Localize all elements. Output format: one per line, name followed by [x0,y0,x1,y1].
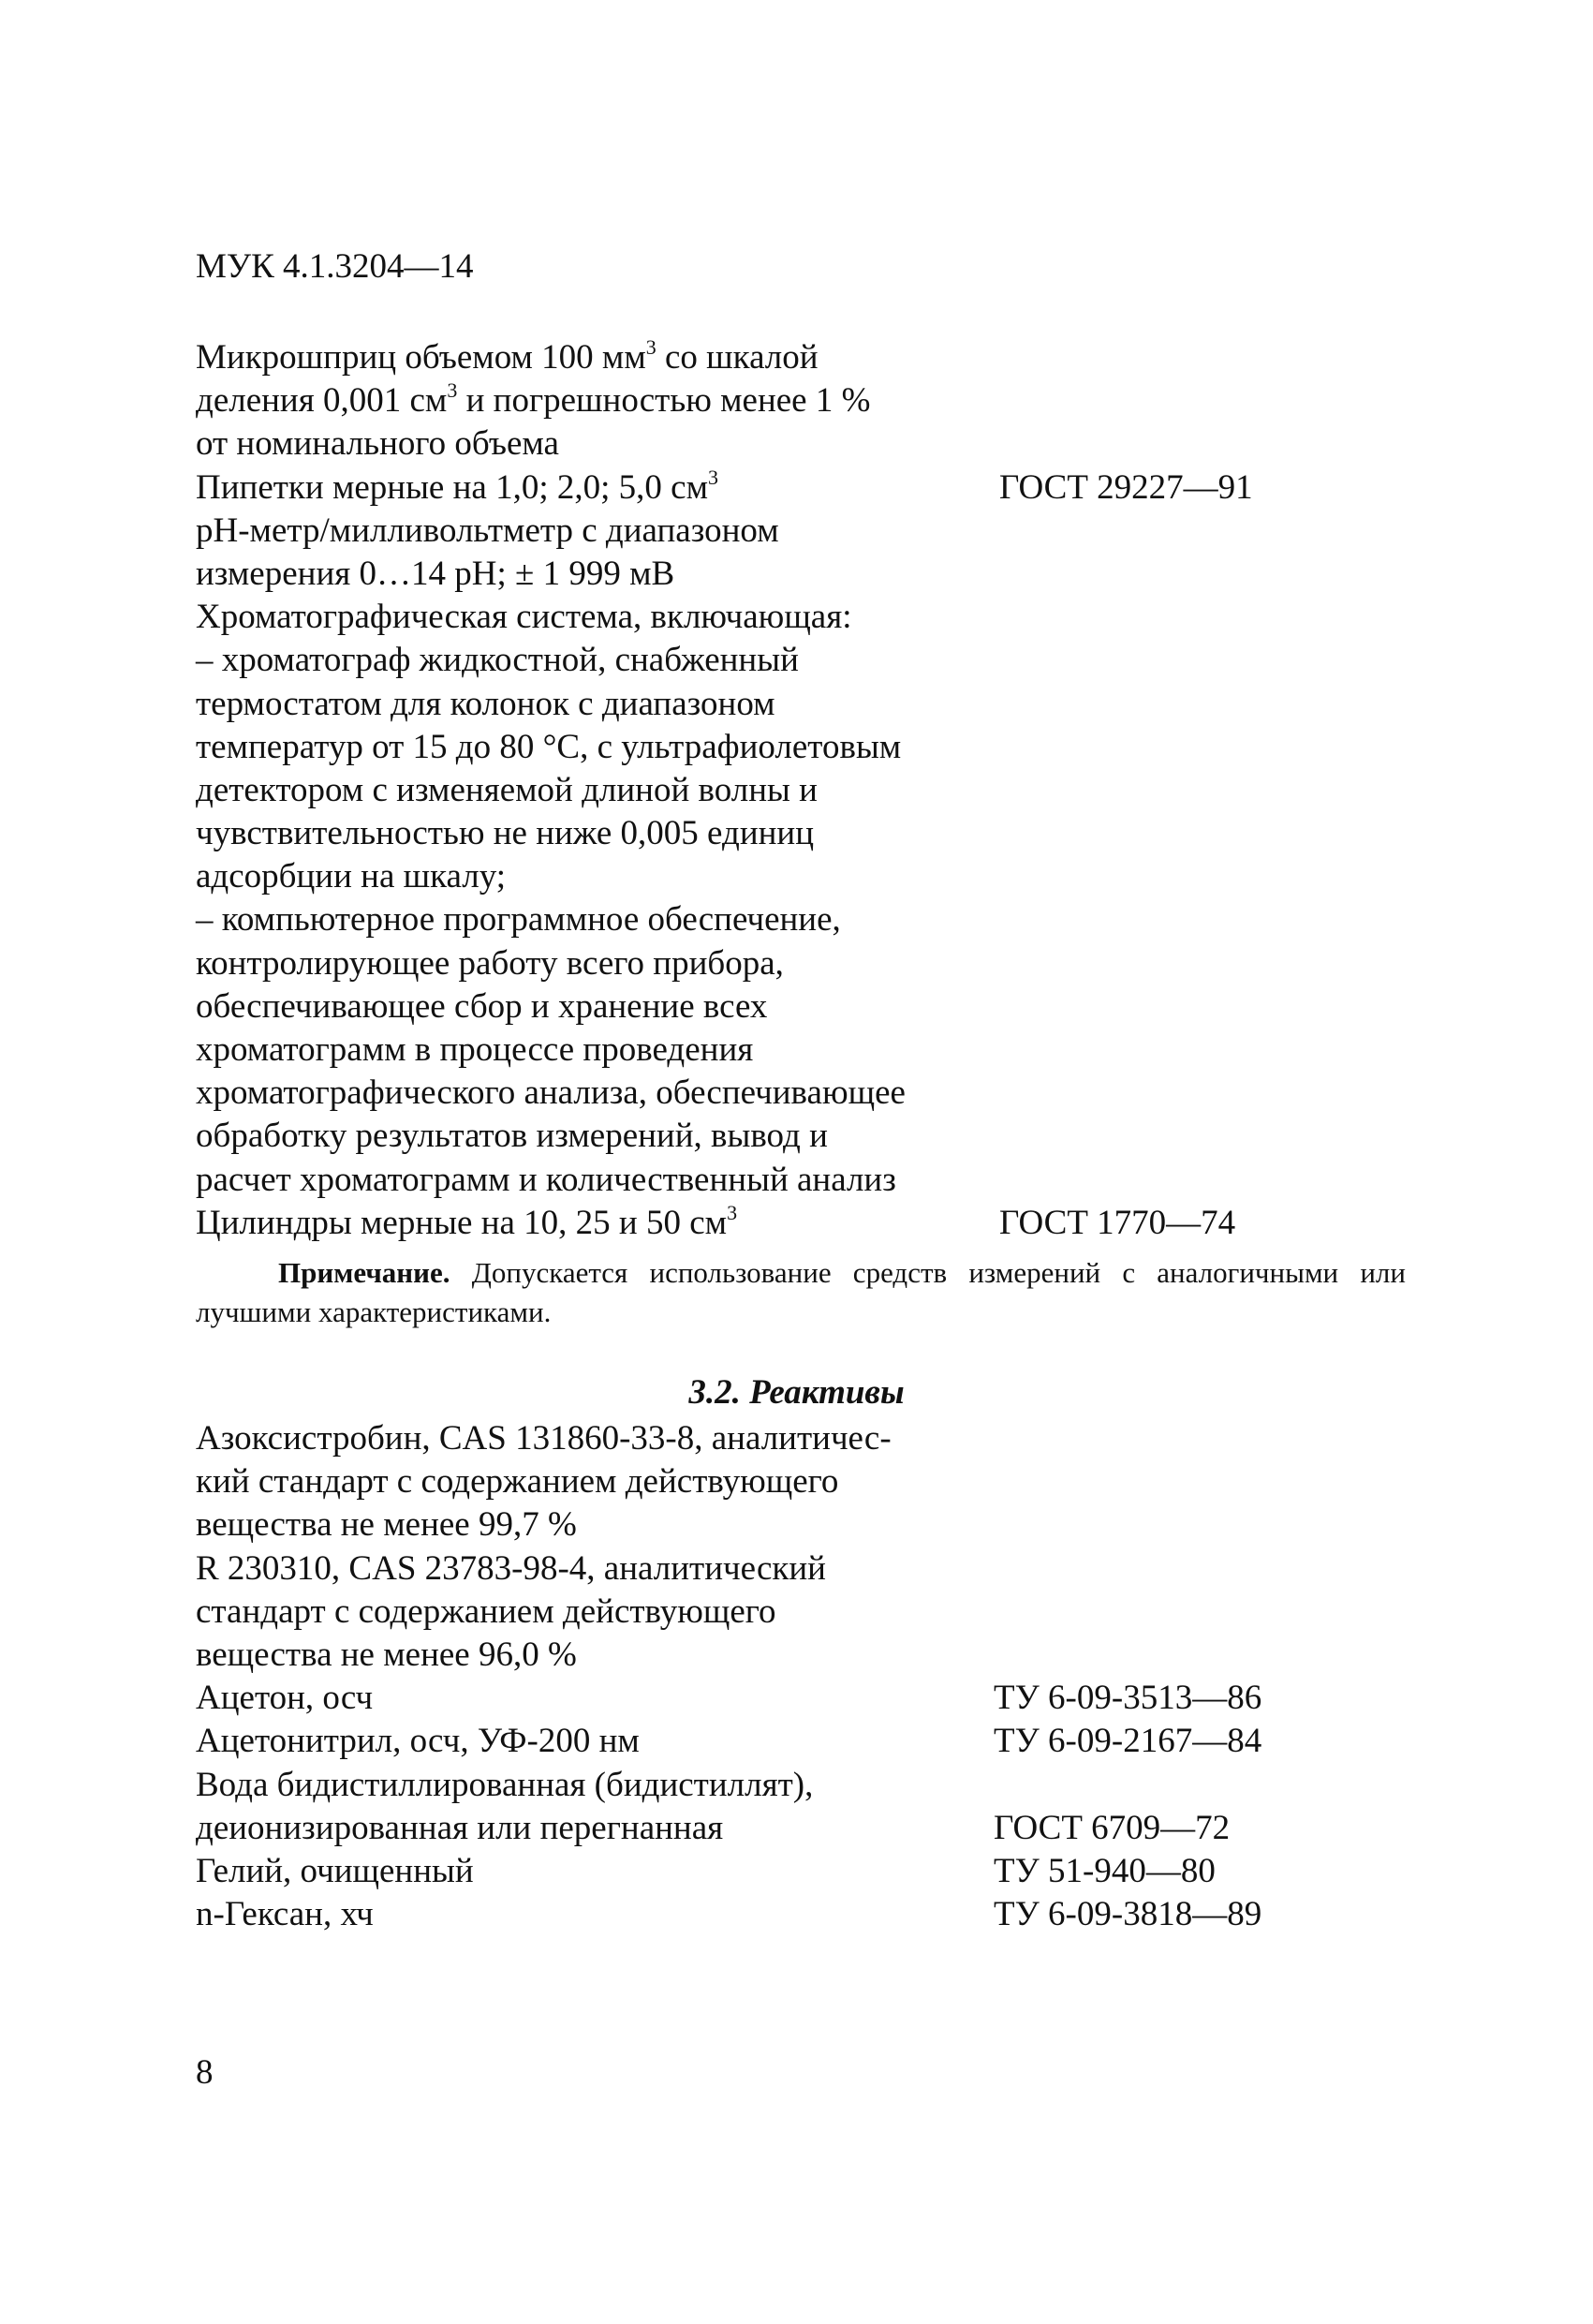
equipment-item-standard-ref: ГОСТ 1770—74 [999,1203,1236,1242]
equipment-item-main: от номинального объема [196,424,559,464]
equipment-item-standard-ref: ГОСТ 29227—91 [999,467,1253,507]
reagents-row [196,1893,1413,1936]
equipment-item-text [196,510,779,553]
equipment-item-text [196,466,718,510]
reagents-item-standard-ref: ГОСТ 6709—72 [994,1808,1231,1847]
reagents-item-main: n-Гексан, хч [196,1895,374,1934]
equipment-item-text [196,596,852,639]
equipment-item-main: адсорбции на шкалу; [196,857,507,896]
equipment-row [196,769,1413,812]
equipment-row [196,726,1413,769]
equipment-item-main: pH-метр/милливольтметр с диапазоном [196,511,779,550]
equipment-item-text [196,553,674,596]
equipment-row [196,1115,1413,1158]
equipment-row [196,422,1413,466]
equipment-item-main: чувствительностью не ниже 0,005 единиц [196,814,815,853]
equipment-item-continuation: со шкалой [656,338,819,377]
equipment-row [196,1029,1413,1072]
reagents-row [196,1503,1413,1547]
equipment-item-text [196,639,799,682]
reagents-item-text [196,1591,776,1634]
reagents-item-main: стандарт с содержанием действующего [196,1591,776,1631]
equipment-item-main: Цилиндры мерные на 10, 25 и 50 см [196,1203,728,1242]
equipment-item-main: – хроматограф жидкостной, снабженный [196,641,799,680]
equipment-row [196,1202,1413,1245]
reagents-item-text [196,1417,892,1460]
reagents-item-text [196,1677,373,1720]
reagents-item-main: Вода бидистиллированная (бидистиллят), [196,1765,814,1804]
reagents-row [196,1850,1413,1893]
equipment-row [196,942,1413,985]
equipment-item-main: Микрошприц объемом 100 мм [196,338,646,377]
reagents-item-main: Ацетонитрил, осч, УФ-200 нм [196,1722,640,1761]
reagents-item-text [196,1893,374,1936]
reagents-item-main: Гелий, очищенный [196,1851,474,1890]
reagents-list [196,1417,1413,1936]
reagents-item-text [196,1634,577,1677]
equipment-item-main: Хроматографическая система, включающая: [196,598,852,637]
equipment-item-superscript: 3 [447,378,458,403]
note-label: Примечание. [278,1256,450,1289]
reagents-row [196,1591,1413,1634]
equipment-item-text [196,726,901,769]
equipment-row [196,379,1413,422]
equipment-item-text [196,336,819,379]
reagents-item-text [196,1850,474,1893]
equipment-item-main: термостатом для колонок с диапазоном [196,684,775,723]
reagents-row [196,1807,1413,1850]
equipment-item-text [196,422,559,466]
equipment-row [196,855,1413,898]
equipment-item-text [196,1202,737,1245]
reagents-item-standard-ref: ТУ 51-940—80 [994,1851,1216,1890]
equipment-item-text [196,855,506,898]
reagents-item-main: деионизированная или перегнанная [196,1808,724,1847]
reagents-item-standard-ref: ТУ 6-09-3818—89 [994,1895,1262,1934]
note-text: Допускается использование средств измерений с аналогичными или лучшими характеристиками. [196,1256,1406,1328]
reagents-item-standard-ref: ТУ 6-09-2167—84 [994,1722,1262,1761]
equipment-item-main: температур от 15 до 80 °С, с ультрафиолетовым [196,727,902,766]
equipment-item-text [196,985,767,1029]
section-title: 3.2. Реактивы [688,1373,905,1412]
reagents-item-text [196,1503,577,1547]
reagents-row [196,1417,1413,1460]
reagents-item-text [196,1720,640,1763]
document-code: МУК 4.1.3204—14 [196,247,474,286]
equipment-item-text [196,898,841,941]
equipment-item-main: контролирующее работу всего прибора, [196,943,784,983]
reagents-item-main: Ацетон, осч [196,1679,374,1718]
reagents-item-text [196,1460,838,1503]
equipment-item-text [196,379,870,422]
page-number: 8 [196,2053,214,2092]
equipment-item-main: – компьютерное программное обеспечение, [196,900,841,940]
reagents-item-text [196,1547,826,1591]
equipment-item-main: хроматографического анализа, обеспечивающее [196,1073,906,1113]
reagents-row [196,1677,1413,1720]
equipment-row [196,510,1413,553]
equipment-item-main: расчет хроматограмм и количественный анализ [196,1160,896,1199]
reagents-row [196,1720,1413,1763]
equipment-item-continuation: и погрешностью менее 1 % [457,381,871,421]
equipment-item-text [196,1115,828,1158]
note-paragraph [196,1253,1406,1332]
reagents-item-main: кий стандарт с содержанием действующего [196,1462,839,1502]
equipment-item-text [196,1072,906,1115]
reagents-item-text [196,1764,813,1807]
equipment-row [196,466,1413,510]
equipment-item-text [196,1159,896,1202]
reagents-row [196,1634,1413,1677]
equipment-item-text [196,812,814,855]
equipment-row [196,812,1413,855]
equipment-item-superscript: 3 [707,465,718,489]
reagents-row [196,1460,1413,1503]
reagents-row [196,1764,1413,1807]
reagents-item-main: вещества не менее 96,0 % [196,1635,577,1674]
equipment-row [196,985,1413,1029]
equipment-item-main: обеспечивающее сбор и хранение всех [196,986,768,1026]
equipment-item-main: деления 0,001 см [196,381,448,421]
equipment-item-main: обработку результатов измерений, вывод и [196,1117,828,1156]
reagents-item-standard-ref: ТУ 6-09-3513—86 [994,1679,1262,1718]
equipment-item-text [196,683,775,726]
equipment-row [196,336,1413,379]
equipment-item-main: хроматограмм в процессе проведения [196,1030,754,1069]
reagents-item-main: вещества не менее 99,7 % [196,1505,577,1545]
reagents-row [196,1547,1413,1591]
equipment-item-main: детектором с изменяемой длиной волны и [196,770,818,809]
equipment-row [196,1072,1413,1115]
reagents-item-main: R 230310, CAS 23783-98-4, аналитический [196,1548,826,1588]
equipment-item-text [196,769,818,812]
equipment-item-main: Пипетки мерные на 1,0; 2,0; 5,0 см [196,467,708,507]
equipment-row [196,639,1413,682]
equipment-item-text [196,1029,753,1072]
equipment-row [196,596,1413,639]
equipment-item-superscript: 3 [645,335,656,359]
equipment-row [196,553,1413,596]
equipment-item-main: измерения 0…14 pH; ± 1 999 мВ [196,554,675,593]
equipment-row [196,683,1413,726]
reagents-item-main: Азоксистробин, CAS 131860-33-8, аналитичес- [196,1419,892,1458]
equipment-item-text [196,942,784,985]
equipment-row [196,898,1413,941]
equipment-row [196,1159,1413,1202]
reagents-item-text [196,1807,723,1850]
equipment-item-superscript: 3 [727,1200,738,1224]
equipment-list [196,336,1413,1245]
